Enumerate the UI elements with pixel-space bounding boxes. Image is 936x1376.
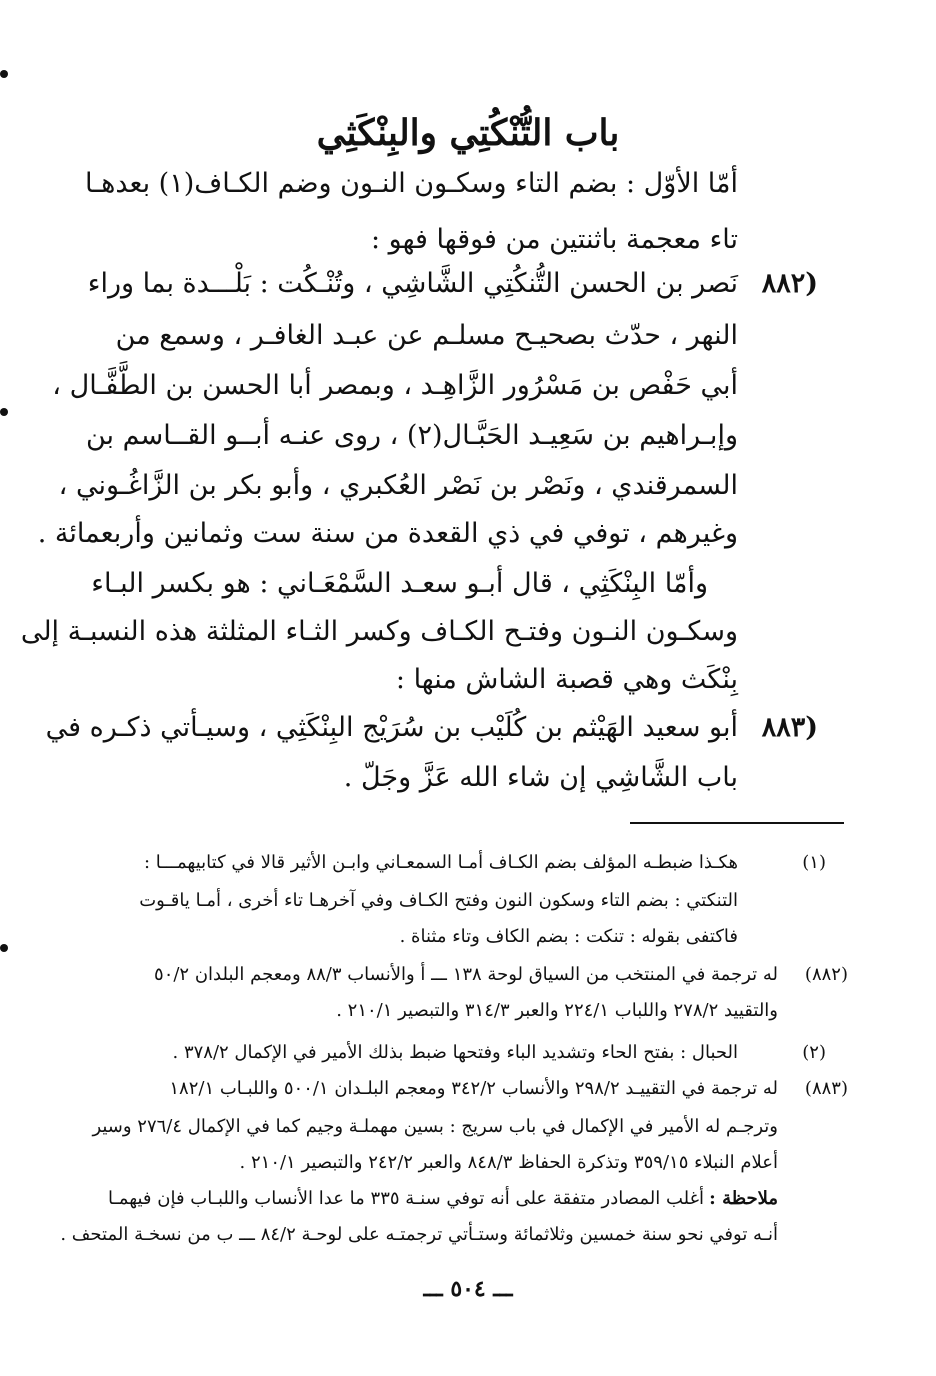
entry-882-line-4: وإبـراهيم بن سَعِيـد الحَبَّـال(٢) ، روى عنـه أبــو القــاسم بن xyxy=(85,420,738,451)
entry-883-line-1: أبو سعيد الهَيْثم بن كُلَيْب بن سُرَيْج البِنْكَثِي ، وسيـأتي ذكـره في xyxy=(45,712,738,743)
footnote-number: (٨٨٢) xyxy=(804,964,848,985)
note-line-2: أنـه توفي نحو سنة خمسين وثلاثمائة وستـأتي ترجمتـه على لوحـة ٨٤/٢ ـــ ب من نسخـة المتحف . xyxy=(60,1224,778,1245)
footnote-number: (١) xyxy=(802,852,826,873)
footnote-separator xyxy=(630,822,844,824)
second-paragraph-line-2: وسكـون النـون وفتـح الكـاف وكسر الثـاء المثلثة هذه النسبـة إلى xyxy=(20,616,738,647)
footnote-number: (٨٨٣) xyxy=(804,1078,848,1099)
note-label: ملاحظة : xyxy=(709,1188,778,1209)
footnote-number: (٢) xyxy=(802,1042,826,1063)
margin-mark xyxy=(0,944,8,952)
entry-882-line-1: نَصر بن الحسن التُّنكُتِي الشَّاشِي ، وتُنْـكُت : بَلْـــدة بما وراء xyxy=(87,268,738,299)
second-paragraph-line-1: وأمّا البِنْكَثِي ، قال أبـو سعـد السَّمْعَـاني : هو بكسر البـاء xyxy=(91,568,708,599)
footnote-883-line-2: وترجـم له الأمير في الإكمال في باب سريج : بسين مهملـة وجيم كما في الإكمال ٢٧٦/٤ وسير xyxy=(92,1116,778,1137)
page-number: ـــ ٥٠٤ ـــ xyxy=(423,1276,513,1302)
entry-883-line-2: باب الشَّاشِي إن شاء الله عَزَّ وجَلّ . xyxy=(343,762,738,793)
footnote-882-line-2: والتقييد ٢٧٨/٢ واللباب ٢٢٤/١ والعبر ٣١٤/٣ والتبصير ٢١٠/١ . xyxy=(336,1000,778,1021)
chapter-title: باب التُّنْكُتِي والبِنْكَثِي xyxy=(316,112,620,154)
footnote-1-line-3: فاكتفى بقوله : تنكت : بضم الكاف وتاء مثناة . xyxy=(399,926,738,947)
entry-882-line-5: السمرقندي ، ونَصْر بن نَصْر العُكبري ، وأبو بكر بن الزَّاغُـوني ، xyxy=(58,470,738,501)
margin-mark xyxy=(0,408,8,416)
margin-mark xyxy=(0,70,8,78)
footnote-882-line-1: له ترجمة في المنتخب من السياق لوحة ١٣٨ ـــ أ والأنساب ٨٨/٣ ومعجم البلدان ٥٠/٢ xyxy=(154,964,778,985)
second-paragraph-line-3: بِنْكَث وهي قصبة الشاش منها : xyxy=(395,664,738,695)
entry-number-882: (٨٨٢ xyxy=(761,268,818,299)
intro-line-1: أمّا الأوّل : بضم التاء وسكـون النـون وضم الكـاف(١) بعدهـا xyxy=(85,168,738,199)
intro-line-2: تاء معجمة باثنتين من فوقها فهو : xyxy=(370,224,738,255)
entry-882-line-2: النهر ، حدّث بصحيـح مسلـم عن عبـد الغافـر ، وسمع من xyxy=(115,320,738,351)
footnote-1-line-2: التنكتي : بضم التاء وسكون النون وفتح الكـاف وفي آخرهـا تاء أخرى ، أمـا ياقـوت xyxy=(139,890,738,911)
note-line-1: أغلب المصادر متفقة على أنه توفي سنـة ٣٣٥ ما عدا الأنساب واللبـاب فإن فيهمـا xyxy=(108,1188,704,1209)
footnote-883-line-3: أعلام النبلاء ٣٥٩/١٥ وتذكرة الحفاظ ٨٤٨/٣ والعبر ٢٤٢/٢ والتبصير ٢١٠/١ . xyxy=(239,1152,778,1173)
footnote-883-line-1: له ترجمة في التقييـد ٢٩٨/٢ والأنساب ٣٤٢/٢ ومعجم البلـدان ٥٠٠/١ واللبـاب ١٨٢/١ xyxy=(169,1078,778,1099)
footnote-2-line-1: الحبال : بفتح الحاء وتشديد الباء وفتحها ضبط بذلك الأمير في الإكمال ٣٧٨/٢ . xyxy=(172,1042,738,1063)
entry-number-883: (٨٨٣ xyxy=(761,712,818,743)
entry-882-line-3: أبي حَفْص بن مَسْرُور الزَّاهِـد ، وبمصر أبا الحسن بن الطَّفَّـال ، xyxy=(52,370,738,401)
entry-882-line-6: وغيرهم ، توفي في ذي القعدة من سنة ست وثمانين وأربعمائة . xyxy=(37,518,738,549)
footnote-1-line-1: هكـذا ضبطـه المؤلف بضم الكـاف أمـا السمعـاني وابـن الأثير قالا في كتابيهمـــا : xyxy=(143,852,738,873)
